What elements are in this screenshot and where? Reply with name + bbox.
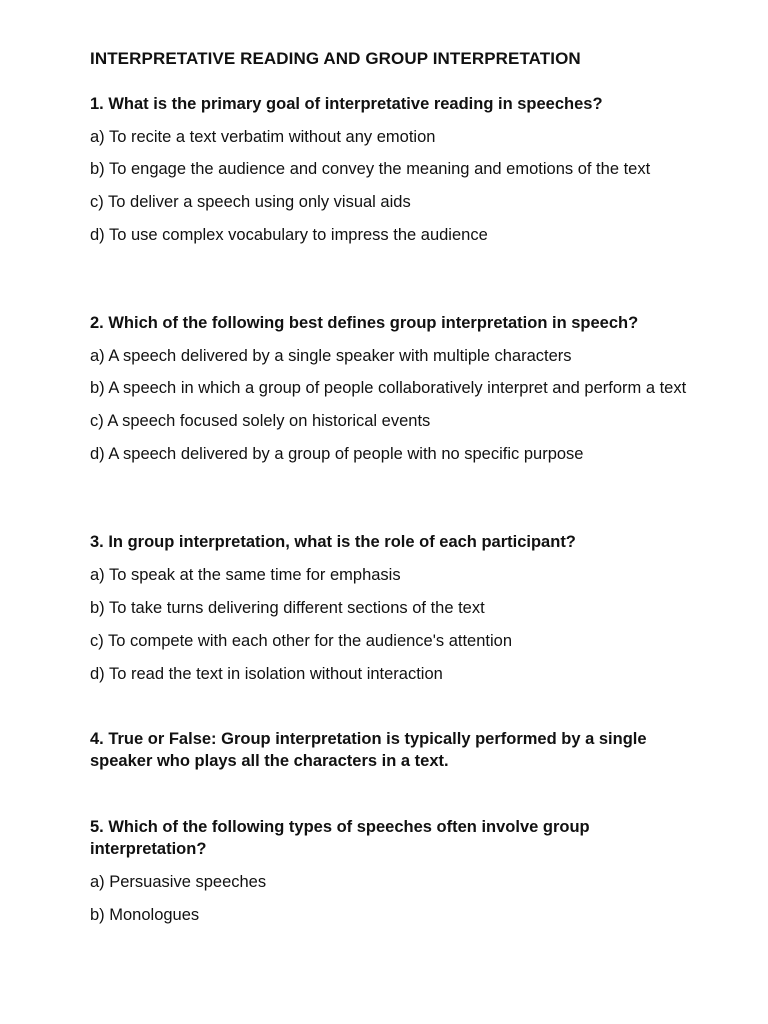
question-text: 5. Which of the following types of speeches often involve group interpretation? (90, 818, 590, 858)
answer-option: d) To read the text in isolation without interaction (90, 665, 443, 683)
question-2 (90, 312, 690, 465)
answer-option: c) To compete with each other for the audience's attention (90, 632, 513, 650)
question-1 (90, 93, 690, 246)
answer-option: d) A speech delivered by a group of people with no specific purpose (90, 445, 584, 463)
answer-option: c) A speech focused solely on historical events (90, 412, 431, 430)
question-4 (90, 728, 690, 772)
answer-option: d) To use complex vocabulary to impress the audience (90, 226, 488, 244)
answer-option: c) To deliver a speech using only visual aids (90, 193, 411, 211)
answer-option: a) Persuasive speeches (90, 873, 267, 891)
answer-option: a) To speak at the same time for emphasis (90, 566, 401, 584)
answer-option: b) Monologues (90, 906, 200, 924)
question-text: 4. True or False: Group interpretation is typically performed by a single speaker who plays all the characters in a text. (90, 730, 647, 770)
answer-option: b) A speech in which a group of people collaboratively interpret and perform a text (90, 379, 687, 397)
answer-option: b) To take turns delivering different sections of the text (90, 599, 485, 617)
question-3 (90, 531, 690, 685)
answer-option: b) To engage the audience and convey the meaning and emotions of the text (90, 160, 651, 178)
question-text: 2. Which of the following best defines group interpretation in speech? (90, 314, 639, 332)
answer-option: a) A speech delivered by a single speaker with multiple characters (90, 347, 572, 365)
answer-option: a) To recite a text verbatim without any emotion (90, 128, 436, 146)
question-5 (90, 816, 690, 926)
question-text: 1. What is the primary goal of interpretative reading in speeches? (90, 95, 603, 113)
document-title: INTERPRETATIVE READING AND GROUP INTERPRETATION (90, 49, 581, 68)
question-text: 3. In group interpretation, what is the role of each participant? (90, 533, 576, 551)
